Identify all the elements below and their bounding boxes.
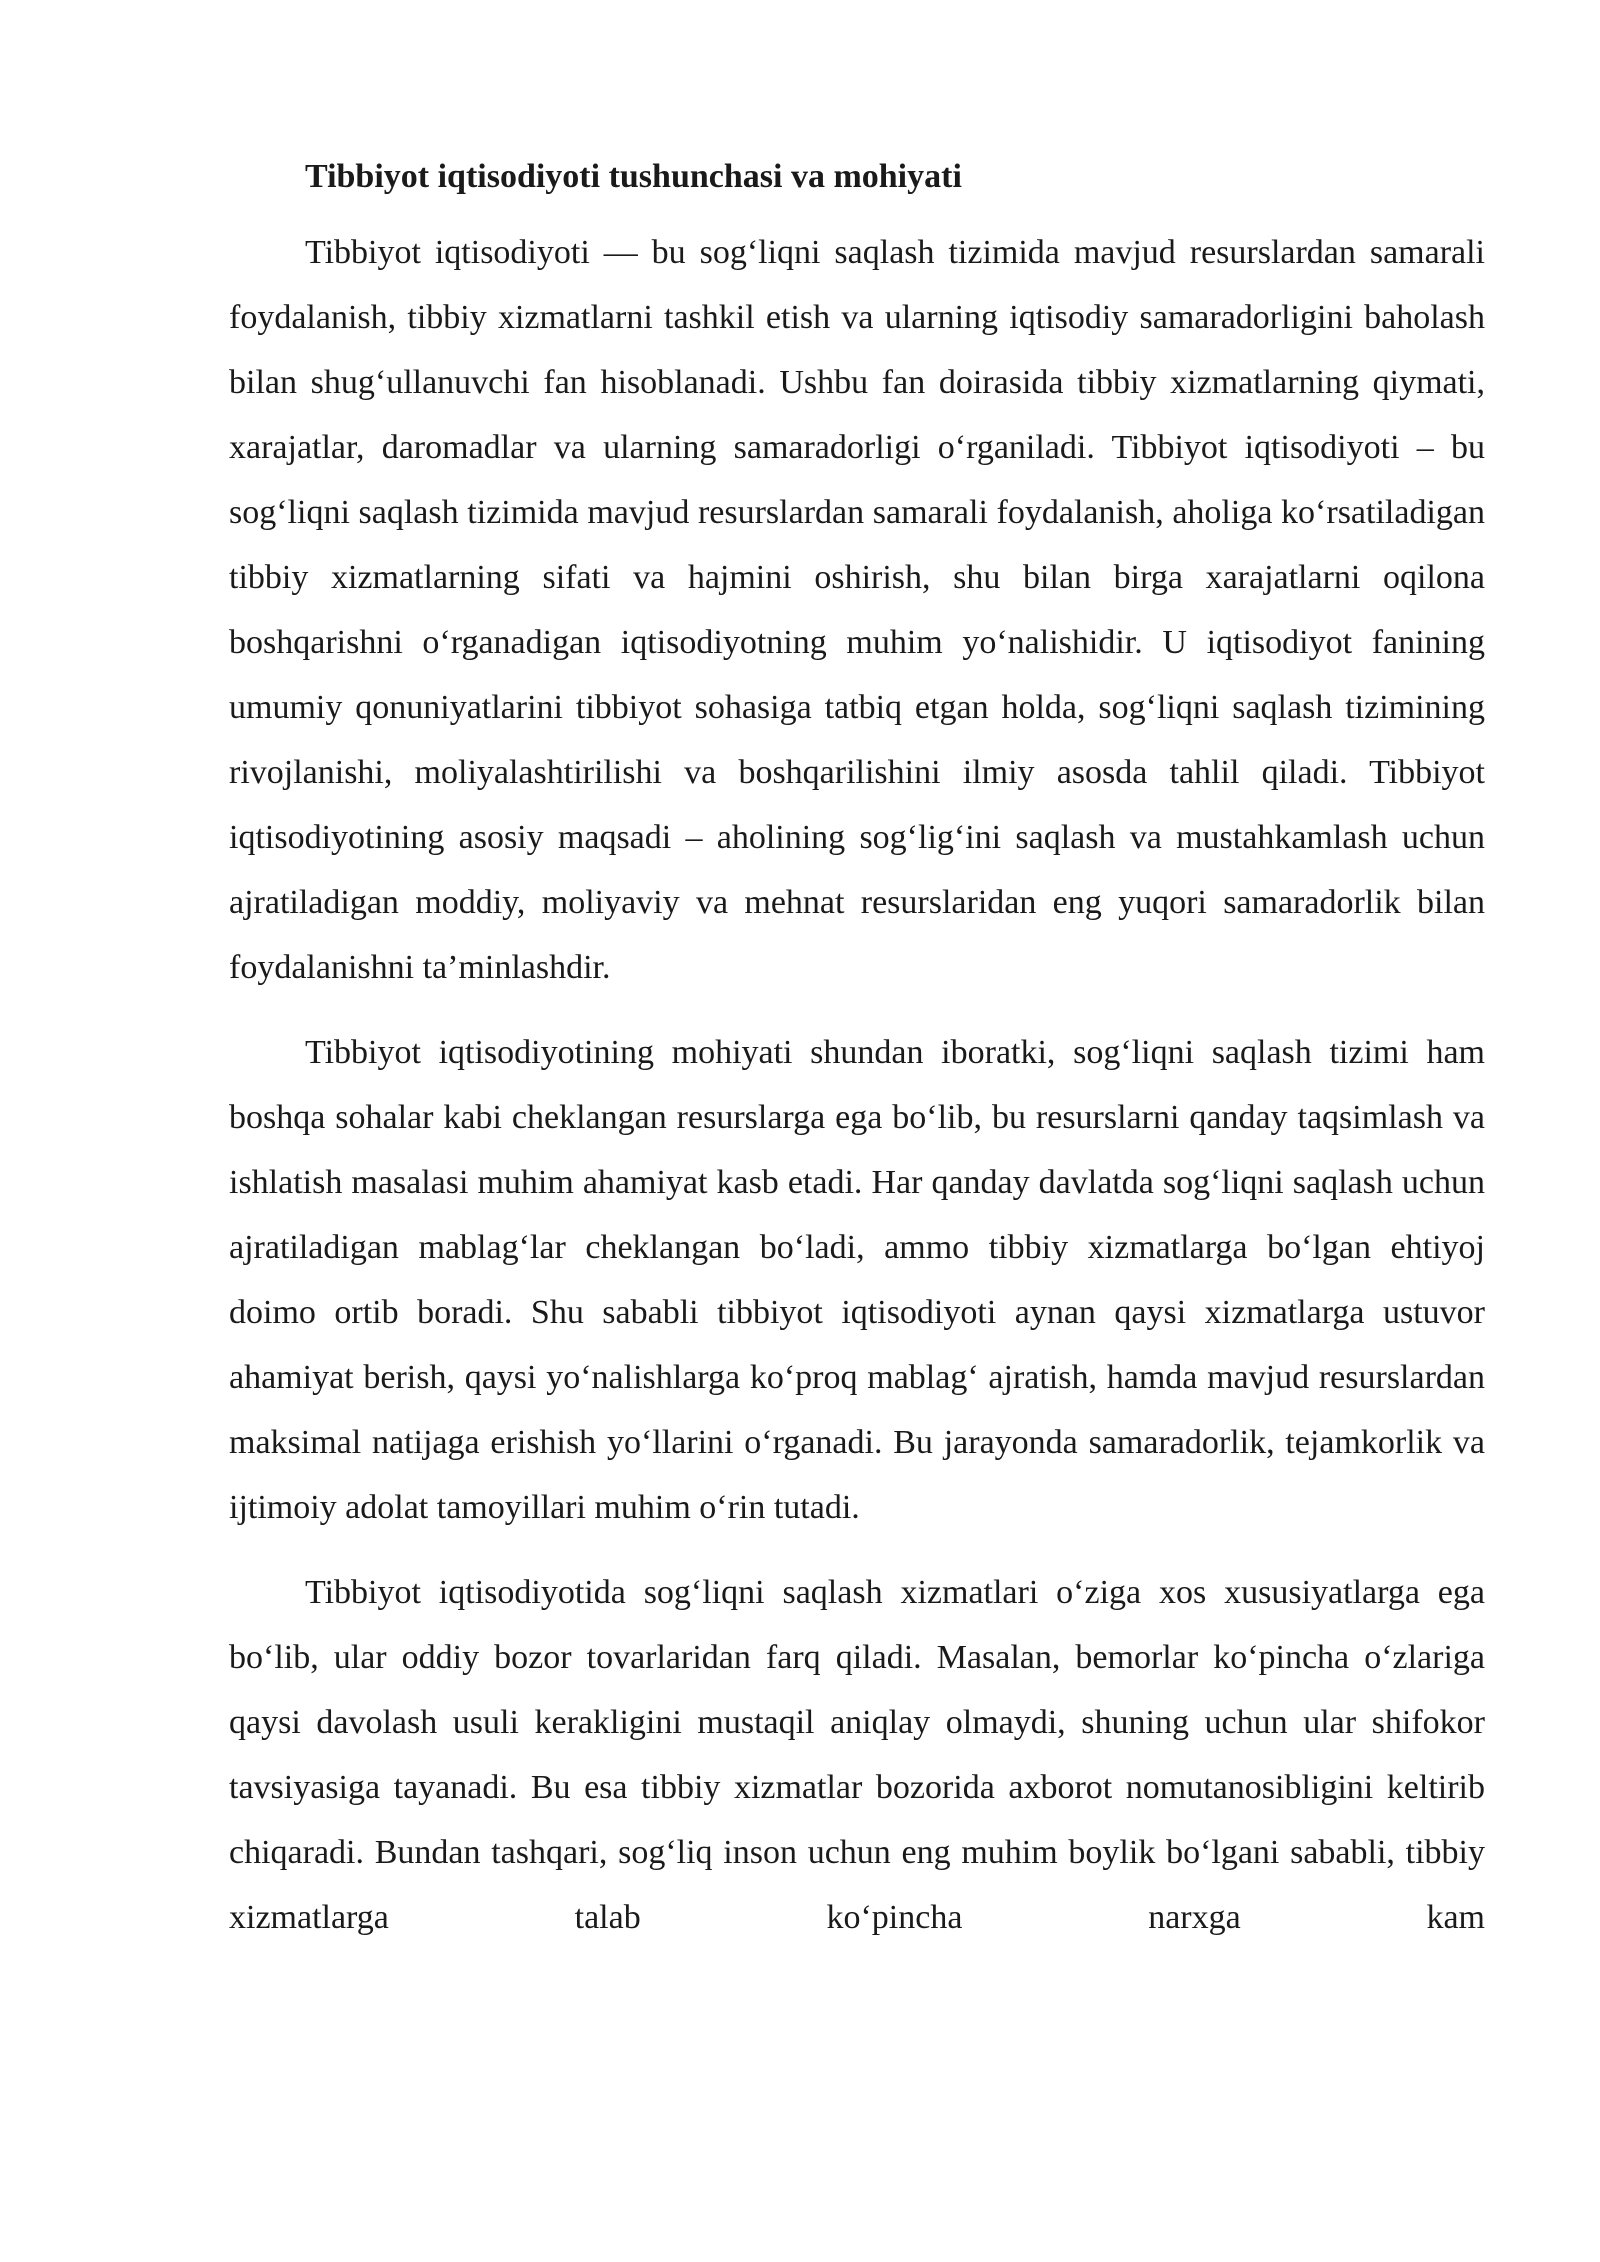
document-body — [229, 148, 1485, 1950]
section-heading: Tibbiyot iqtisodiyoti tushunchasi va mohiyati — [305, 158, 962, 195]
paragraph-features: Tibbiyot iqtisodiyotida sog‘liqni saqlash xizmatlari o‘ziga xos xususiyatlarga ega bo‘lib, ular oddiy bozor tovarlaridan farq qiladi. Masalan, bemorlar ko‘pincha o‘zlariga qaysi davolash usuli kerakligini mustaqil aniqlay olmaydi, shuning uchun ular shifokor tavsiyasiga tayanadi. Bu esa tibbiy xizmatlar bozorida axborot nomutanosibligini keltirib chiqaradi. Bundan tashqari, sog‘liq inson uchun eng muhim boylik bo‘lgani sababli, tibbiy xizmatlarga talab ko‘pincha narxga kam — [229, 1574, 1485, 1936]
paragraph-definition: Tibbiyot iqtisodiyoti — bu sog‘liqni saqlash tizimida mavjud resurslardan samarali foydalanish, tibbiy xizmatlarni tashkil etish va ularning iqtisodiy samaradorligini baholash bilan shug‘ullanuvchi fan hisoblanadi. Ushbu fan doirasida tibbiy xizmatlarning qiymati, xarajatlar, daromadlar va ularning samaradorligi o‘rganiladi. Tibbiyot iqtisodiyoti – bu sog‘liqni saqlash tizimida mavjud resurslardan samarali foydalanish, aholiga ko‘rsatiladigan tibbiy xizmatlarning sifati va hajmini oshirish, shu bilan birga xarajatlarni oqilona boshqarishni o‘rganadigan iqtisodiyotning muhim yo‘nalishidir. U iqtisodiyot fanining umumiy qonuniyatlarini tibbiyot sohasiga tatbiq etgan holda, sog‘liqni saqlash tizimining rivojlanishi, moliyalashtirilishi va boshqarilishini ilmiy asosda tahlil qiladi. Tibbiyot iqtisodiyotining asosiy maqsadi – aholining sog‘lig‘ini saqlash va mustahkamlash uchun ajratiladigan moddiy, moliyaviy va mehnat resurslaridan eng yuqori samaradorlik bilan foydalanishni ta’minlashdir. — [229, 234, 1485, 986]
paragraph-essence: Tibbiyot iqtisodiyotining mohiyati shundan iboratki, sog‘liqni saqlash tizimi ham boshqa sohalar kabi cheklangan resurslarga ega bo‘lib, bu resurslarni qanday taqsimlash va ishlatish masalasi muhim ahamiyat kasb etadi. Har qanday davlatda sog‘liqni saqlash uchun ajratiladigan mablag‘lar cheklangan bo‘ladi, ammo tibbiy xizmatlarga bo‘lgan ehtiyoj doimo ortib boradi. Shu sababli tibbiyot iqtisodiyoti aynan qaysi xizmatlarga ustuvor ahamiyat berish, qaysi yo‘nalishlarga ko‘proq mablag‘ ajratish, hamda mavjud resurslardan maksimal natijaga erishish yo‘llarini o‘rganadi. Bu jarayonda samaradorlik, tejamkorlik va ijtimoiy adolat tamoyillari muhim o‘rin tutadi. — [229, 1034, 1485, 1526]
